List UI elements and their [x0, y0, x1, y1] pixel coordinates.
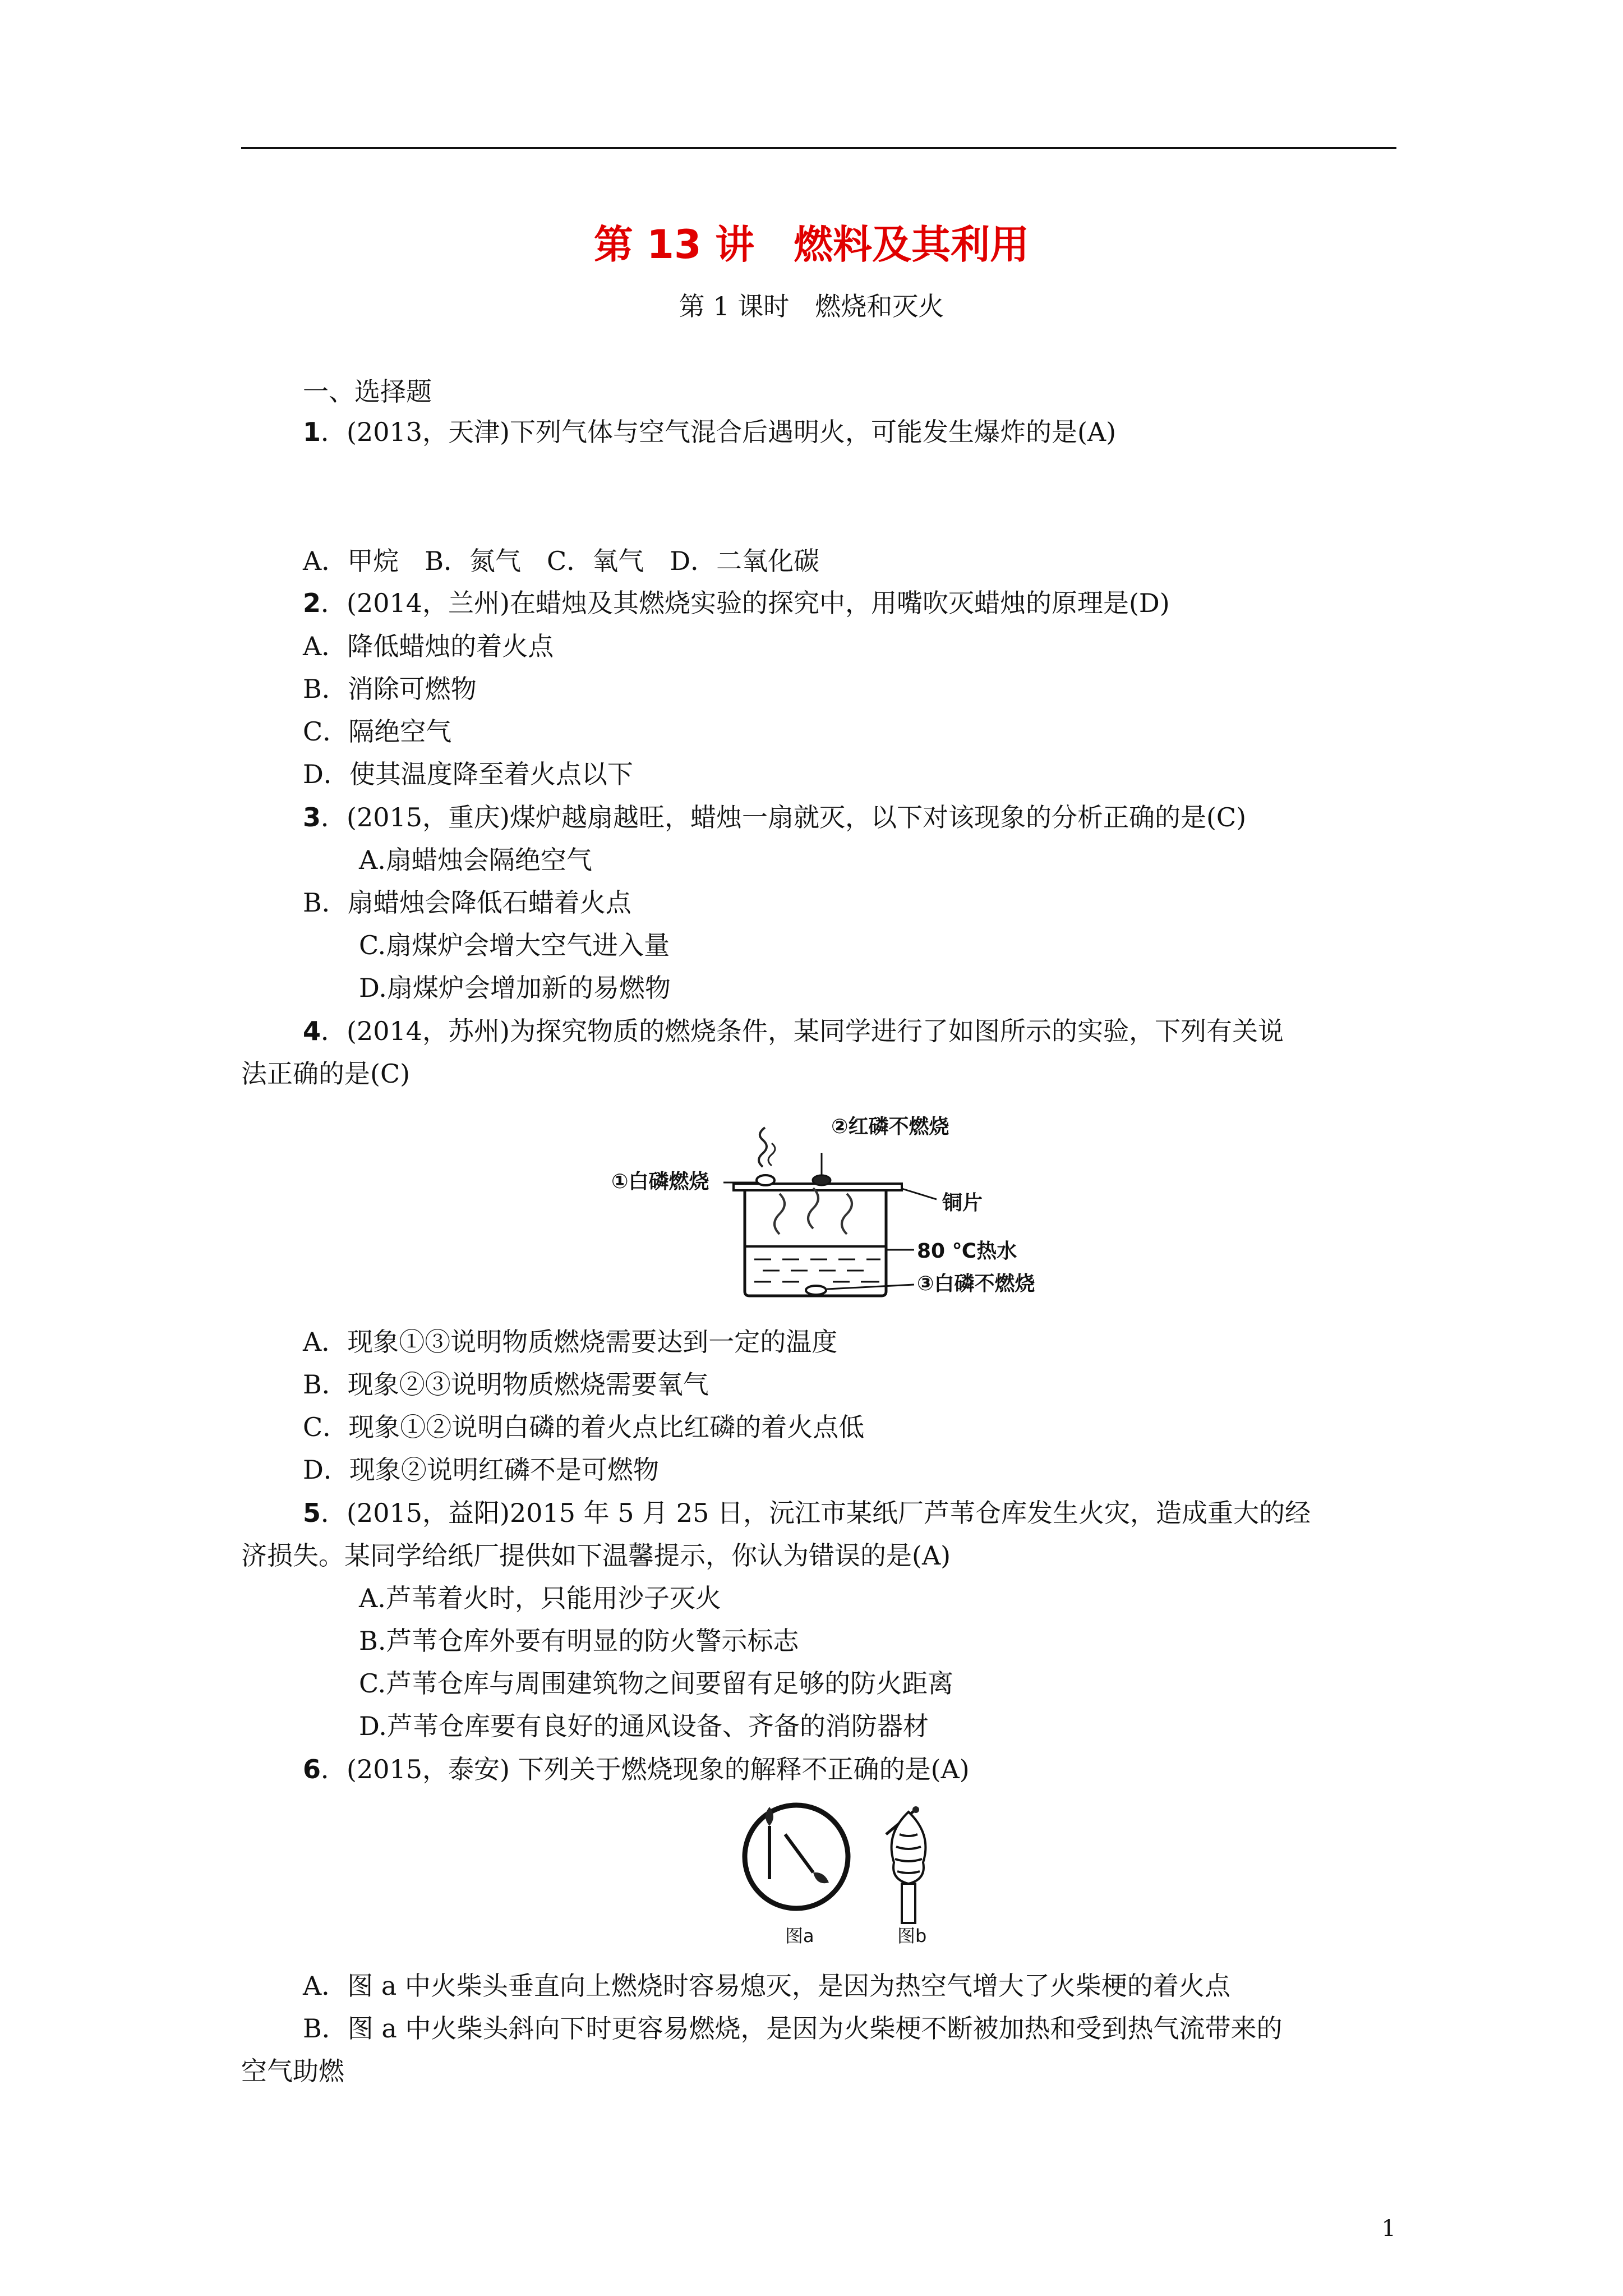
figure-a-caption: 图a [785, 1925, 814, 1947]
question-6-option-b-cont: 空气助燃 [241, 2056, 344, 2086]
phosphorus-experiment-figure [611, 1099, 1071, 1301]
question-number: 2 [303, 588, 321, 618]
label-white-phosphorus: ①白磷燃烧 [611, 1170, 709, 1193]
question-2-option-a: A．降低蜡烛的着火点 [303, 631, 554, 661]
question-4-stem [303, 1014, 1284, 1048]
page-number: 1 [1381, 2216, 1396, 2242]
question-3-option-c: C.扇煤炉会增大空气进入量 [359, 930, 670, 960]
question-6-option-b: B．图 a 中火柴头斜向下时更容易燃烧，是因为火柴梗不断被加热和受到热气流带来的 [303, 2013, 1283, 2044]
question-number: 6 [303, 1754, 321, 1784]
question-4-stem-cont: 法正确的是(C) [241, 1059, 411, 1089]
question-number: 4 [303, 1016, 321, 1046]
question-2-stem [303, 586, 1170, 620]
question-2-option-c: C．隔绝空气 [303, 716, 452, 747]
page-subtitle: 第 1 课时 燃烧和灭火 [679, 291, 944, 321]
question-1-stem [303, 415, 1116, 449]
match-figure-a [745, 1805, 848, 1908]
question-5-stem [303, 1496, 1311, 1530]
question-3-stem [303, 800, 1246, 834]
question-3-option-b: B．扇蜡烛会降低石蜡着火点 [303, 887, 631, 918]
question-5-option-a: A.芦苇着火时，只能用沙子灭火 [359, 1583, 721, 1613]
question-6-option-a: A．图 a 中火柴头垂直向上燃烧时容易熄灭，是因为热空气增大了火柴梗的着火点 [303, 1971, 1230, 2001]
question-number: 3 [303, 802, 321, 832]
question-5-stem-cont: 济损失。某同学给纸厂提供如下温馨提示，你认为错误的是(A) [241, 1540, 951, 1571]
question-2-option-b: B．消除可燃物 [303, 674, 477, 704]
header-rule [241, 147, 1396, 149]
page-title: 第 13 讲 燃料及其利用 [593, 222, 1030, 268]
white-phosphorus [757, 1175, 774, 1185]
label-underwater-phosphorus: ③白磷不燃烧 [917, 1272, 1035, 1295]
underwater-white-phosphorus [806, 1286, 826, 1295]
smoke-icon [759, 1128, 767, 1167]
question-1-options: A．甲烷 B．氮气 C．氧气 D．二氧化碳 [303, 546, 820, 576]
label-hot-water: 80 ℃热水 [917, 1240, 1017, 1263]
question-6-stem [303, 1752, 970, 1786]
question-4-option-b: B．现象②③说明物质燃烧需要氧气 [303, 1369, 709, 1400]
question-5-option-c: C.芦苇仓库与周围建筑物之间要留有足够的防火距离 [359, 1668, 954, 1699]
question-2-option-d: D．使其温度降至着火点以下 [303, 759, 633, 789]
question-text: ．(2014，苏州)为探究物质的燃烧条件，某同学进行了如图所示的实验，下列有关说 [321, 1016, 1284, 1046]
match-figure-b [886, 1806, 925, 1923]
red-phosphorus [813, 1175, 831, 1185]
question-3-option-d: D.扇煤炉会增加新的易燃物 [359, 973, 671, 1003]
question-4-option-d: D．现象②说明红磷不是可燃物 [303, 1455, 659, 1485]
question-text: ．(2014，兰州)在蜡烛及其燃烧实验的探究中，用嘴吹灭蜡烛的原理是(D) [321, 588, 1170, 618]
question-text: ．(2015，泰安) 下列关于燃烧现象的解释不正确的是(A) [321, 1754, 970, 1784]
question-5-option-d: D.芦苇仓库要有良好的通风设备、齐备的消防器材 [359, 1711, 929, 1741]
label-copper-plate: 铜片 [942, 1191, 983, 1214]
question-4-option-c: C．现象①②说明白磷的着火点比红磷的着火点低 [303, 1412, 865, 1442]
question-number: 1 [303, 417, 321, 447]
section-heading: 一、选择题 [303, 376, 432, 407]
label-red-phosphorus: ②红磷不燃烧 [831, 1115, 949, 1138]
question-3-option-a: A.扇蜡烛会隔绝空气 [359, 845, 592, 875]
question-5-option-b: B.芦苇仓库外要有明显的防火警示标志 [359, 1626, 799, 1656]
match-figures [729, 1795, 987, 1947]
question-text: ．(2015，重庆)煤炉越扇越旺，蜡烛一扇就灭，以下对该现象的分析正确的是(C) [321, 802, 1247, 832]
question-4-option-a: A．现象①③说明物质燃烧需要达到一定的温度 [303, 1327, 838, 1357]
question-number: 5 [303, 1498, 321, 1528]
question-text: ．(2013，天津)下列气体与空气混合后遇明火，可能发生爆炸的是(A) [321, 417, 1117, 447]
figure-b-caption: 图b [897, 1925, 927, 1947]
question-text: ．(2015，益阳)2015 年 5 月 25 日，沅江市某纸厂芦苇仓库发生火灾，造成重大的经 [321, 1498, 1311, 1528]
